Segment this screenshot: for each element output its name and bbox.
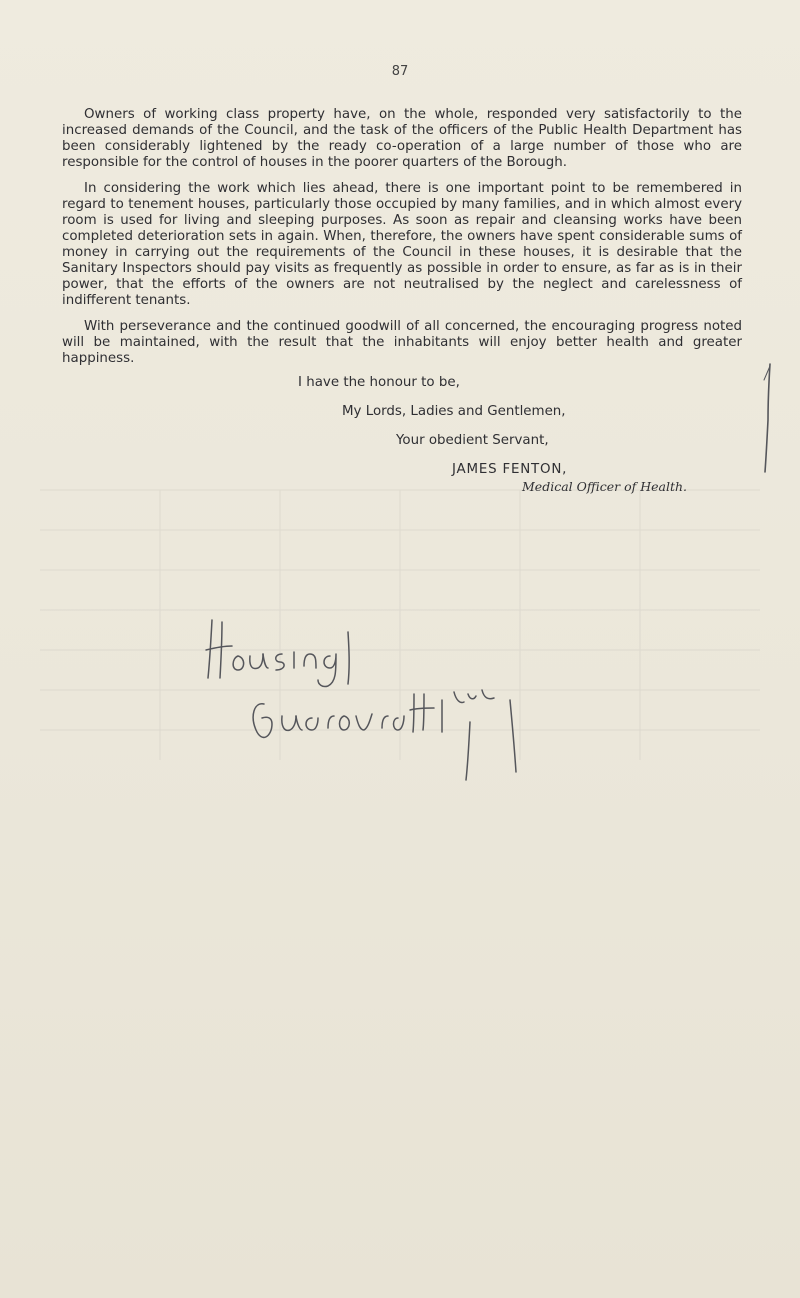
closing-salutation: My Lords, Ladies and Gentlemen, [342, 404, 566, 419]
paragraph-owners: Owners of working class property have, on the whole, responded very satisfactorily to the increased demands of the Council, and the task of the officers of the Public Health Department has been considerably lightened by the ready co-operation of a large number of those who are responsible for the control of houses in the poorer quarters of the Borough. [62, 107, 742, 170]
page-number: 87 [391, 64, 409, 79]
closing-honour: I have the honour to be, [298, 375, 460, 390]
paragraph-tenements: In considering the work which lies ahead, there is one important point to be remembered in regard to tenement houses, particularly those occupied by many families, and in which almost every room is used for living and sleeping purposes. As soon as repair and cleansing works have been completed deterioration sets in again. When, therefore, the owners have spent considerable sums of money in carrying out the requirements of the Council in these houses, it is desirable that the Sanitary Inspectors should pay visits as frequently as possible in order to ensure, as far as is in their power, that the efforts of the owners are not neutralised by the neglect and carelessness of indifferent tenants. [62, 181, 742, 308]
closing-obedient: Your obedient Servant, [396, 433, 549, 448]
handwritten-note [198, 612, 558, 792]
letter-body [62, 107, 742, 377]
paragraph-perseverance: With perseverance and the continued goodwill of all concerned, the encouraging progress noted will be maintained, with the result that the inhabitants will enjoy better health and greater happiness. [62, 319, 742, 366]
signer-name: JAMES FENTON, [452, 462, 568, 477]
pencil-margin-line [756, 360, 776, 480]
signer-office: Medical Officer of Health. [522, 479, 687, 494]
